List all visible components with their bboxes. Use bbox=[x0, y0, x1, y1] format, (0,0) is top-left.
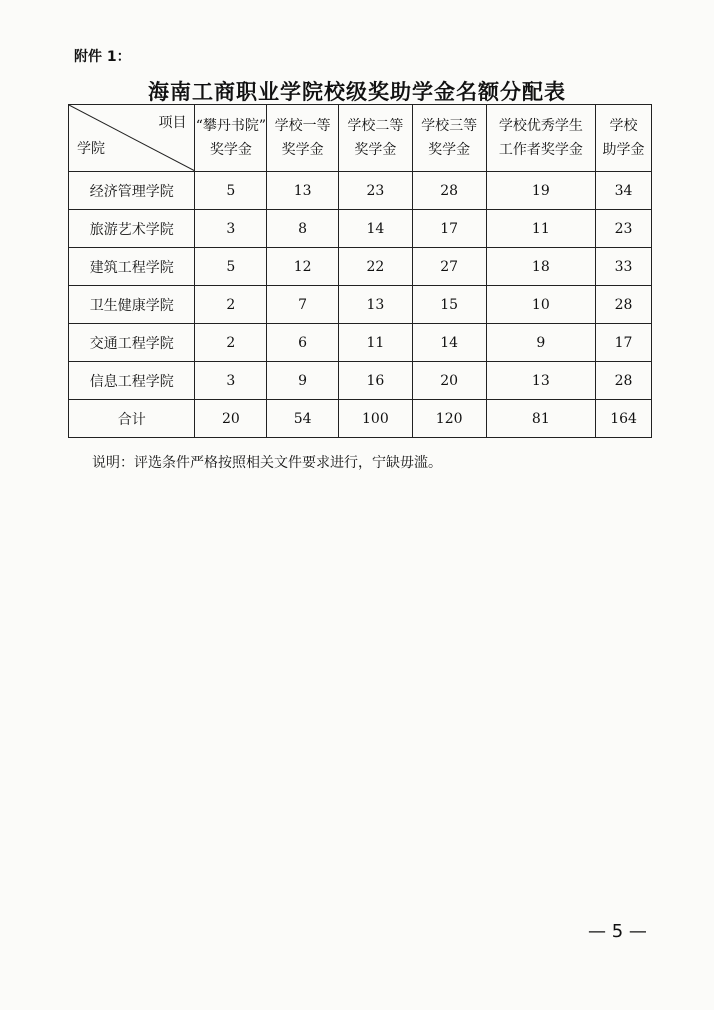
table-row bbox=[69, 248, 652, 286]
quota-cell: 54 bbox=[267, 400, 339, 438]
quota-cell: 15 bbox=[412, 286, 486, 324]
column-header: 学校三等 奖学金 bbox=[412, 105, 486, 172]
college-name-cell: 合计 bbox=[69, 400, 195, 438]
college-name-cell: 交通工程学院 bbox=[69, 324, 195, 362]
quota-cell: 23 bbox=[596, 210, 652, 248]
column-header: 学校二等 奖学金 bbox=[338, 105, 412, 172]
quota-cell: 22 bbox=[338, 248, 412, 286]
attachment-label: 附件 1： bbox=[74, 49, 131, 65]
quota-cell: 28 bbox=[412, 172, 486, 210]
page-title: 海南工商职业学院校级奖助学金名额分配表 bbox=[148, 80, 566, 104]
quota-cell: 27 bbox=[412, 248, 486, 286]
note-text: 说明：评选条件严格按照相关文件要求进行，宁缺毋滥。 bbox=[92, 455, 442, 471]
quota-cell: 20 bbox=[195, 400, 267, 438]
quota-cell: 5 bbox=[195, 172, 267, 210]
quota-cell: 11 bbox=[486, 210, 596, 248]
quota-cell: 8 bbox=[267, 210, 339, 248]
quota-cell: 13 bbox=[267, 172, 339, 210]
diagonal-header-cell bbox=[69, 105, 195, 172]
quota-cell: 2 bbox=[195, 324, 267, 362]
quota-cell: 9 bbox=[267, 362, 339, 400]
table-row bbox=[69, 210, 652, 248]
quota-cell: 17 bbox=[596, 324, 652, 362]
quota-cell: 11 bbox=[338, 324, 412, 362]
quota-cell: 10 bbox=[486, 286, 596, 324]
quota-cell: 18 bbox=[486, 248, 596, 286]
college-name-cell: 建筑工程学院 bbox=[69, 248, 195, 286]
header-row bbox=[69, 105, 652, 172]
quota-cell: 12 bbox=[267, 248, 339, 286]
total-row bbox=[69, 400, 652, 438]
quota-cell: 28 bbox=[596, 362, 652, 400]
quota-cell: 164 bbox=[596, 400, 652, 438]
quota-cell: 2 bbox=[195, 286, 267, 324]
table-row bbox=[69, 286, 652, 324]
column-header: “攀丹书院” 奖学金 bbox=[195, 105, 267, 172]
college-name-cell: 信息工程学院 bbox=[69, 362, 195, 400]
quota-cell: 100 bbox=[338, 400, 412, 438]
quota-cell: 7 bbox=[267, 286, 339, 324]
quota-cell: 6 bbox=[267, 324, 339, 362]
quota-cell: 81 bbox=[486, 400, 596, 438]
quota-cell: 13 bbox=[486, 362, 596, 400]
college-name-cell: 卫生健康学院 bbox=[69, 286, 195, 324]
column-header: 学校优秀学生 工作者奖学金 bbox=[486, 105, 596, 172]
quota-cell: 120 bbox=[412, 400, 486, 438]
quota-cell: 33 bbox=[596, 248, 652, 286]
quota-cell: 13 bbox=[338, 286, 412, 324]
quota-cell: 5 bbox=[195, 248, 267, 286]
page-number: — 5 — bbox=[588, 921, 647, 942]
quota-cell: 9 bbox=[486, 324, 596, 362]
quota-cell: 28 bbox=[596, 286, 652, 324]
quota-cell: 14 bbox=[338, 210, 412, 248]
quota-cell: 20 bbox=[412, 362, 486, 400]
quota-cell: 17 bbox=[412, 210, 486, 248]
quota-cell: 16 bbox=[338, 362, 412, 400]
college-name-cell: 经济管理学院 bbox=[69, 172, 195, 210]
table-row bbox=[69, 172, 652, 210]
quota-cell: 14 bbox=[412, 324, 486, 362]
college-name-cell: 旅游艺术学院 bbox=[69, 210, 195, 248]
quota-cell: 3 bbox=[195, 210, 267, 248]
column-header: 学校 助学金 bbox=[596, 105, 652, 172]
column-header: 学校一等 奖学金 bbox=[267, 105, 339, 172]
quota-cell: 19 bbox=[486, 172, 596, 210]
corner-label-college: 学院 bbox=[77, 141, 105, 157]
quota-cell: 34 bbox=[596, 172, 652, 210]
quota-cell: 3 bbox=[195, 362, 267, 400]
quota-cell: 23 bbox=[338, 172, 412, 210]
corner-label-item: 项目 bbox=[158, 115, 187, 131]
allocation-table bbox=[68, 104, 652, 438]
table-row bbox=[69, 324, 652, 362]
table-row bbox=[69, 362, 652, 400]
